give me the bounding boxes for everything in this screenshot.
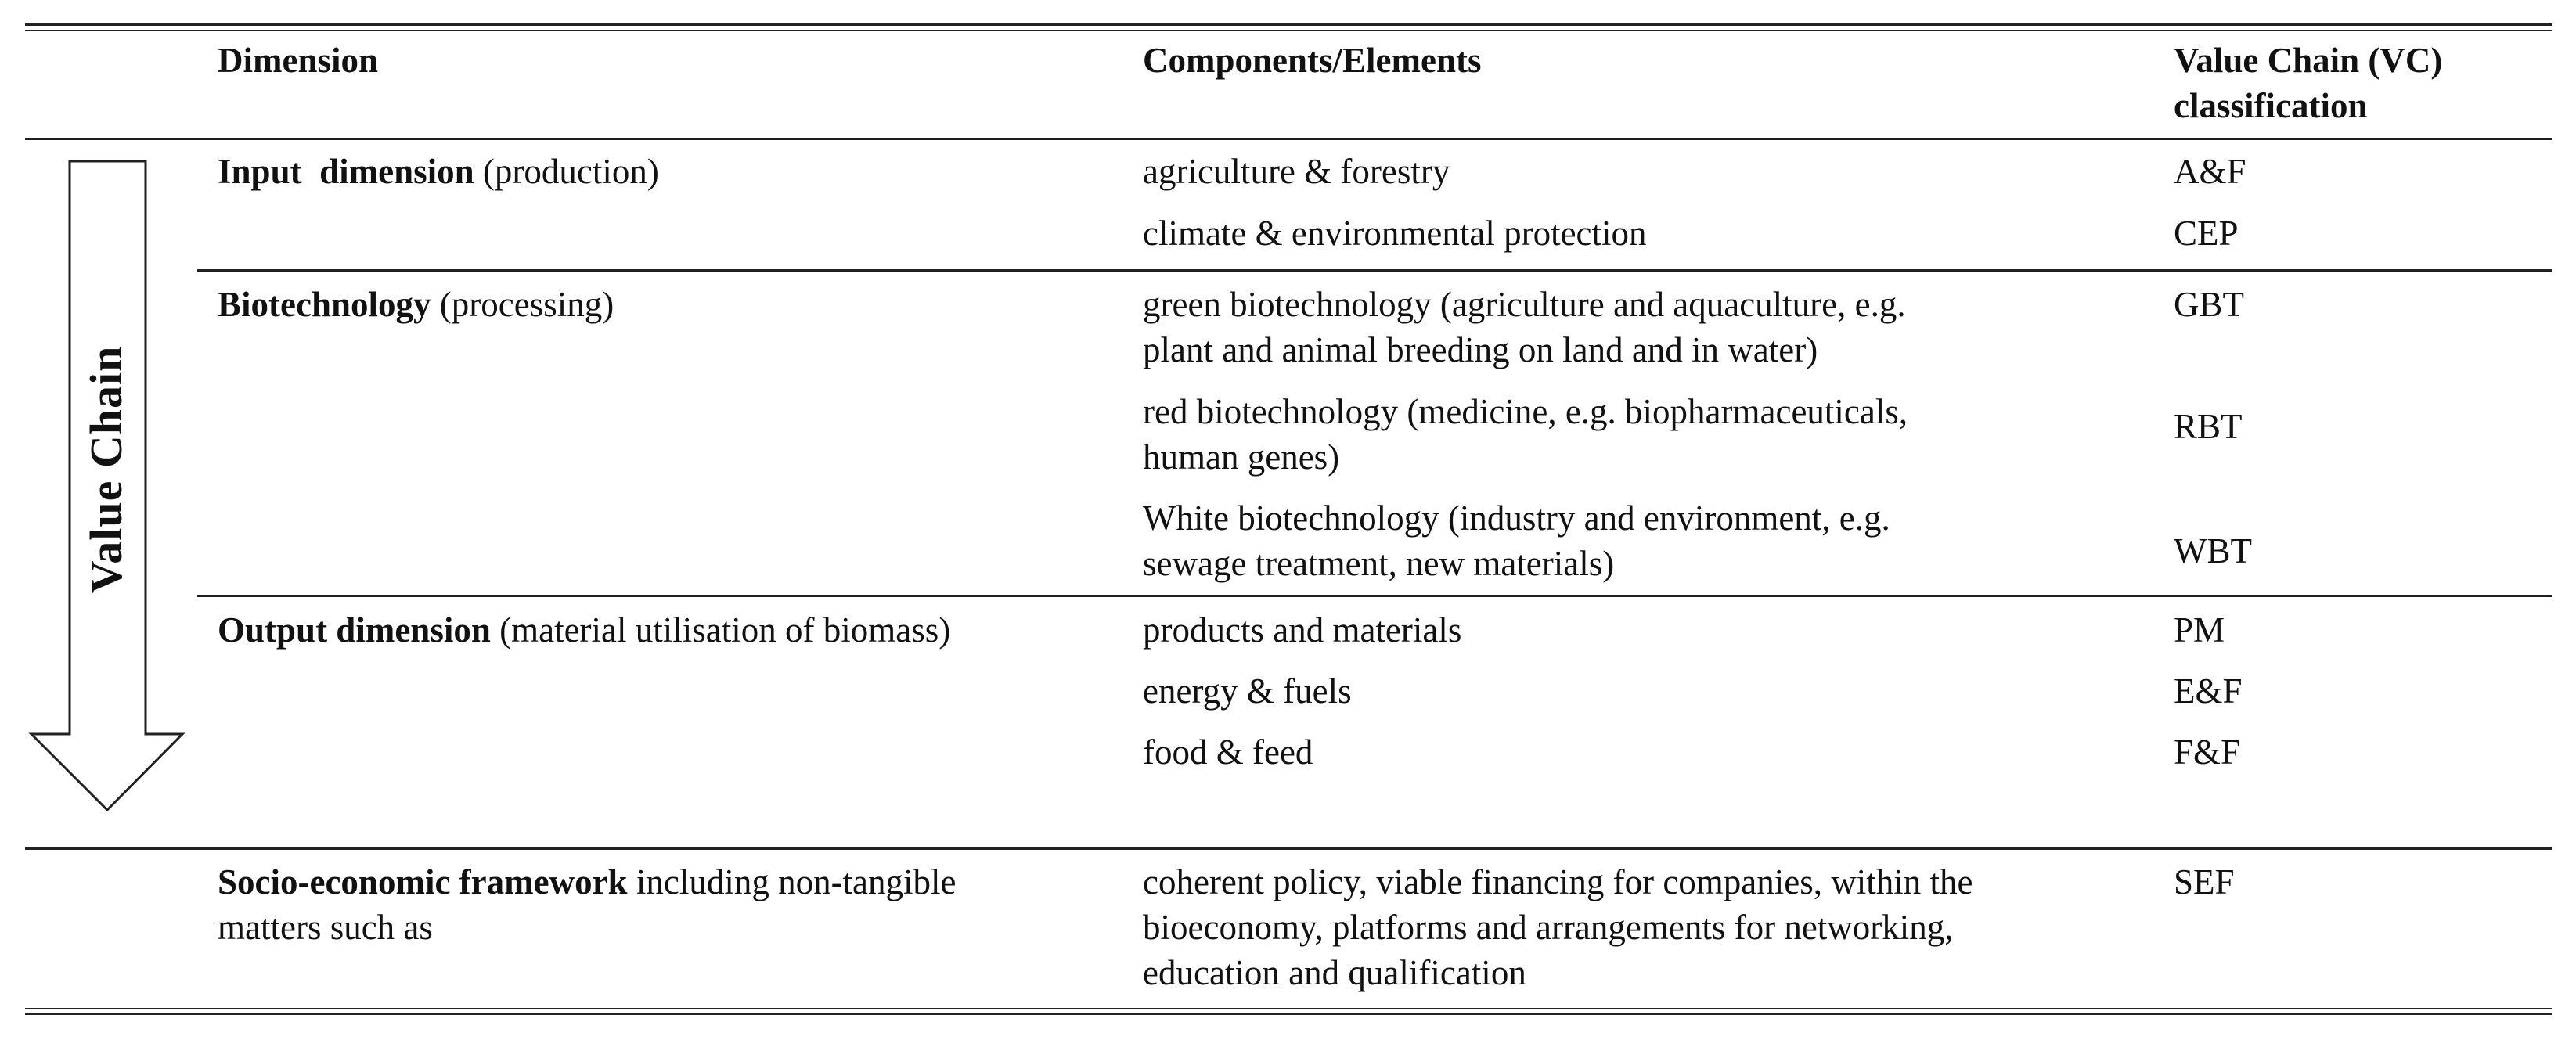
input-biotech-divider	[197, 269, 2552, 272]
socio-dimension-subtitle-line2: matters such as	[218, 908, 433, 947]
component-climate-environment: climate & environmental protection	[1143, 214, 1647, 253]
component-food-feed: food & feed	[1143, 732, 1313, 772]
socio-dimension-subtitle-line1: including non-tangible	[627, 862, 957, 901]
component-green-biotech-line2: plant and animal breeding on land and in water)	[1143, 330, 1818, 369]
biotech-output-divider	[197, 595, 2552, 597]
code-af: A&F	[2174, 152, 2246, 191]
component-socio-line2: bioeconomy, platforms and arrangements for networking,	[1143, 908, 1954, 947]
component-socio-line1: coherent policy, viable financing for companies, within the	[1143, 862, 1973, 901]
biotech-dimension-subtitle: (processing)	[431, 285, 614, 324]
code-ef: E&F	[2174, 671, 2243, 711]
header-rule	[25, 138, 2552, 140]
code-pm: PM	[2174, 610, 2225, 650]
input-dimension-cell	[218, 149, 659, 194]
component-agriculture-forestry: agriculture & forestry	[1143, 152, 1450, 191]
code-rbt: RBT	[2174, 407, 2243, 446]
output-dimension-title: Output dimension	[218, 610, 491, 650]
bottom-rule-outer	[25, 1013, 2552, 1015]
component-socio-line3: education and qualification	[1143, 953, 1526, 992]
top-rule-outer	[25, 23, 2552, 26]
header-vc-line2: classification	[2174, 86, 2368, 125]
component-white-biotech-line2: sewage treatment, new materials)	[1143, 544, 1615, 583]
header-components: Components/Elements	[1143, 41, 1482, 80]
component-products-materials: products and materials	[1143, 610, 1462, 650]
socio-dimension-line1	[218, 859, 957, 905]
bottom-rule-inner	[25, 1008, 2552, 1009]
code-gbt: GBT	[2174, 285, 2244, 324]
socio-dimension-title: Socio-economic framework	[218, 862, 628, 901]
header-dimension: Dimension	[218, 41, 379, 80]
header-vc-line1: Value Chain (VC)	[2174, 41, 2443, 80]
code-sef: SEF	[2174, 862, 2235, 901]
code-ff: F&F	[2174, 732, 2241, 772]
component-green-biotech-line1: green biotechnology (agriculture and aquaculture, e.g.	[1143, 285, 1906, 324]
input-dimension-subtitle: (production)	[474, 152, 659, 191]
top-rule-inner	[25, 30, 2552, 31]
input-dimension-title: Input dimension	[218, 152, 474, 191]
biotech-dimension-title: Biotechnology	[218, 285, 431, 324]
biotech-dimension-cell	[218, 282, 614, 327]
value-chain-arrow-label: Value Chain	[81, 345, 132, 594]
code-wbt: WBT	[2174, 531, 2252, 570]
component-red-biotech-line1: red biotechnology (medicine, e.g. biopharmaceuticals,	[1143, 392, 1908, 431]
component-energy-fuels: energy & fuels	[1143, 671, 1352, 711]
code-cep: CEP	[2174, 214, 2239, 253]
output-dimension-cell	[218, 607, 950, 653]
value-chain-socio-divider	[25, 847, 2552, 850]
output-dimension-subtitle: (material utilisation of biomass)	[490, 610, 951, 650]
component-red-biotech-line2: human genes)	[1143, 437, 1340, 477]
component-white-biotech-line1: White biotechnology (industry and environment, e.g.	[1143, 498, 1890, 538]
